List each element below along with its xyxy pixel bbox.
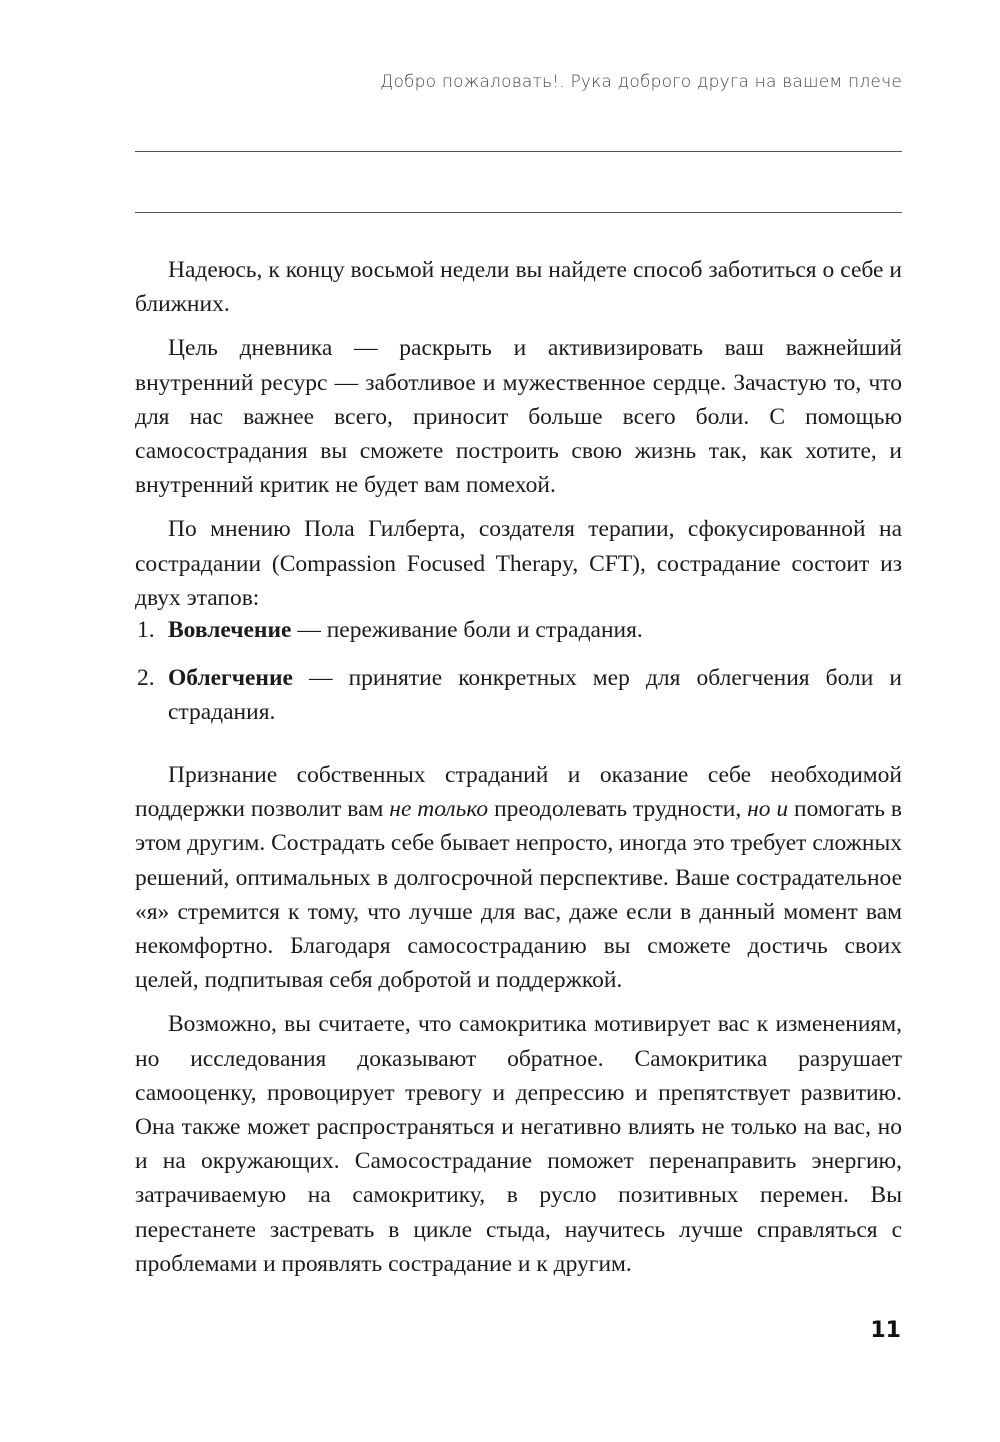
paragraph: По мнению Пола Гилберта, создателя терапии, сфокусированной на сострадании (Compassion Focused Therapy, CFT), сострадание состоит из двух этапов:: [135, 516, 902, 611]
main-text-block: [135, 758, 902, 1281]
emphasis: не только: [389, 796, 489, 823]
text-run: помогать в этом другим. Сострадать себе бывает непросто, иногда это требует сложных решений, оптимальных в долгосрочной перспективе. Ваше сострадательное «я» стремится к тому, что лучше для вас, даже если в данный момент вам некомфортно. Благодаря самосостраданию вы сможете достичь своих целей, подпитывая себя добротой и поддержкой.: [135, 796, 902, 994]
list-text: — переживание боли и страдания.: [291, 617, 643, 643]
paragraph: Надеюсь, к концу восьмой недели вы найдете способ заботиться о себе и ближних.: [135, 257, 902, 318]
running-head: Добро пожаловать!. Рука доброго друга на вашем плече: [380, 72, 902, 92]
stages-list-item-1: [135, 613, 902, 647]
list-text: — принятие конкретных мер для облегчения боли и страдания.: [168, 665, 902, 726]
text-run: Признание собственных страданий и оказание себе необходимой поддержки позволит вам: [135, 762, 902, 823]
list-item: [135, 661, 902, 729]
header-rule-top: [135, 151, 902, 152]
header-rule-bottom: [135, 212, 902, 213]
paragraph: Цель дневника — раскрыть и активизировать ваш важнейший внутренний ресурс — заботливое и мужественное сердце. Зачастую то, что для нас важнее всего, приносит больше всего боли. С помощью самосострадания вы сможете построить свою жизнь так, как хотите, и внутренний критик не будет вам помехой.: [135, 335, 902, 499]
page-number: 11: [870, 1318, 901, 1343]
list-number: 1.: [137, 617, 155, 643]
list-term: Облегчение: [168, 665, 293, 691]
stages-list-item-2: [135, 661, 902, 729]
list-number: 2.: [137, 665, 155, 691]
list-term: Вовлечение: [168, 617, 292, 643]
paragraph: Возможно, вы считаете, что самокритика мотивирует вас к изменениям, но исследования доказывают обратное. Самокритика разрушает самооценку, провоцирует тревогу и депрессию и препятствует развитию. Она также может распространяться и негативно влиять не только на вас, но и на окружающих. Самосострадание поможет перенаправить энергию, затрачиваемую на самокритику, в русло позитивных перемен. Вы перестанете застревать в цикле стыда, научитесь лучше справляться с проблемами и проявлять сострадание и к другим.: [135, 1011, 902, 1277]
emphasis: но и: [747, 796, 789, 823]
intro-text-block: [135, 253, 902, 615]
text-run: преодолевать трудности,: [488, 796, 748, 823]
list-item: [135, 613, 902, 647]
paragraph: [135, 758, 902, 997]
